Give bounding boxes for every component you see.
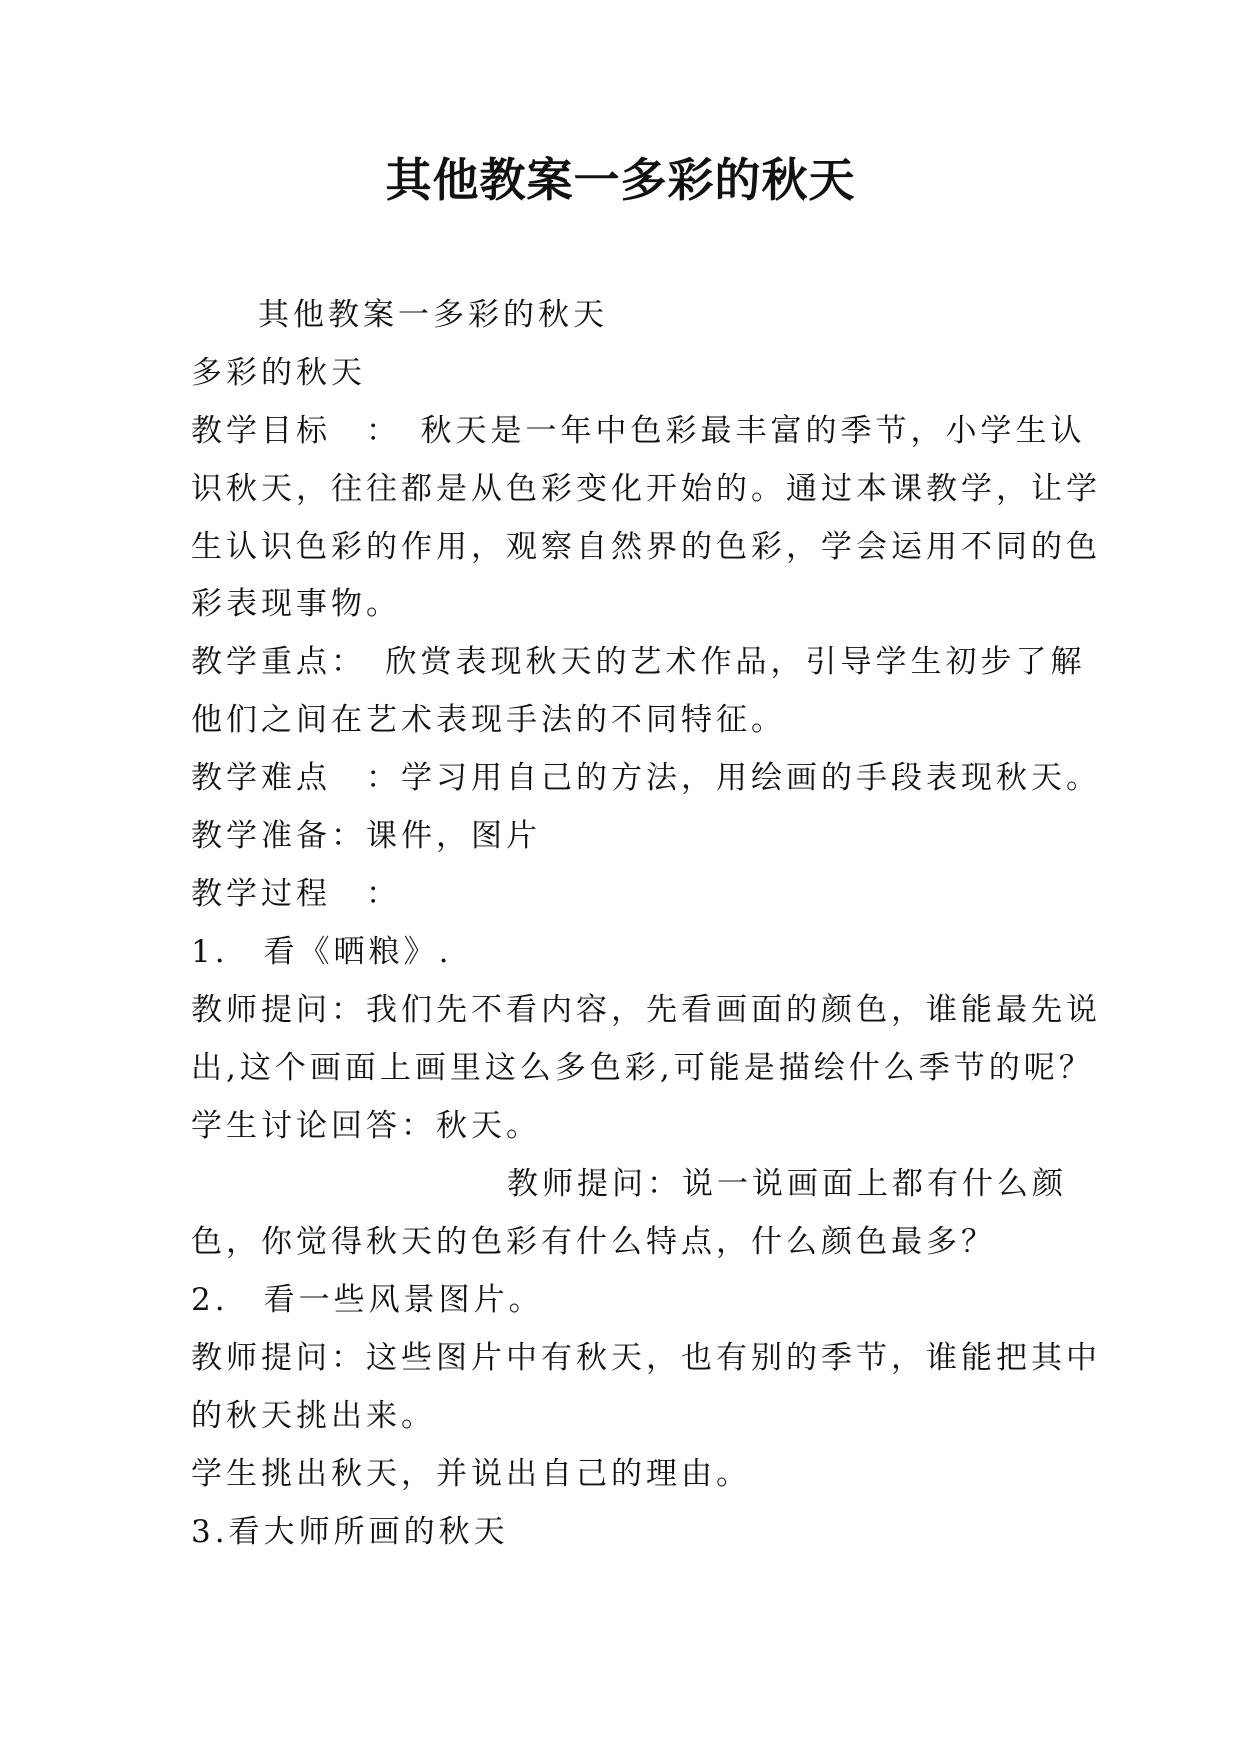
paragraph-line: 2. 看一些风景图片。: [191, 1282, 544, 1318]
paragraph-line: 3.看大师所画的秋天: [191, 1514, 509, 1550]
paragraph-line: 教师提问：说一说画面上都有什么颜: [507, 1166, 1067, 1202]
paragraph-line: 教学难点 ：学习用自己的方法，用绘画的手段表现秋天。: [191, 760, 1101, 796]
paragraph-line: 教学准备：课件，图片: [191, 818, 541, 854]
paragraph-line: 教学过程 ：: [191, 876, 401, 912]
paragraph-line: 教师提问：我们先不看内容，先看画面的颜色，谁能最先说: [191, 992, 1101, 1028]
paragraph-line: 学生挑出秋天，并说出自己的理由。: [191, 1456, 751, 1492]
paragraph-line: 的秋天挑出来。: [191, 1398, 436, 1434]
paragraph-line: 教学目标 ： 秋天是一年中色彩最丰富的季节，小学生认: [191, 413, 1086, 449]
paragraph-line: 他们之间在艺术表现手法的不同特征。: [191, 702, 786, 738]
paragraph-line: 教师提问：这些图片中有秋天，也有别的季节，谁能把其中: [191, 1340, 1101, 1376]
paragraph-line: 生认识色彩的作用，观察自然界的色彩，学会运用不同的色: [191, 529, 1101, 565]
paragraph-line: 教学重点： 欣赏表现秋天的艺术作品，引导学生初步了解: [191, 644, 1086, 680]
document-title: 其他教案一多彩的秋天: [385, 153, 856, 207]
paragraph-line: 学生讨论回答：秋天。: [191, 1108, 541, 1144]
paragraph-line: 出,这个画面上画里这么多色彩,可能是描绘什么季节的呢？: [191, 1050, 1094, 1086]
paragraph-line: 识秋天，往往都是从色彩变化开始的。通过本课教学，让学: [191, 471, 1101, 507]
paragraph-line: 色，你觉得秋天的色彩有什么特点，什么颜色最多？: [191, 1224, 996, 1260]
lesson-name: 多彩的秋天: [191, 355, 366, 391]
subtitle-line: 其他教案一多彩的秋天: [258, 297, 608, 333]
paragraph-line: 1. 看《晒粮》.: [191, 934, 453, 970]
paragraph-line: 彩表现事物。: [191, 586, 401, 622]
